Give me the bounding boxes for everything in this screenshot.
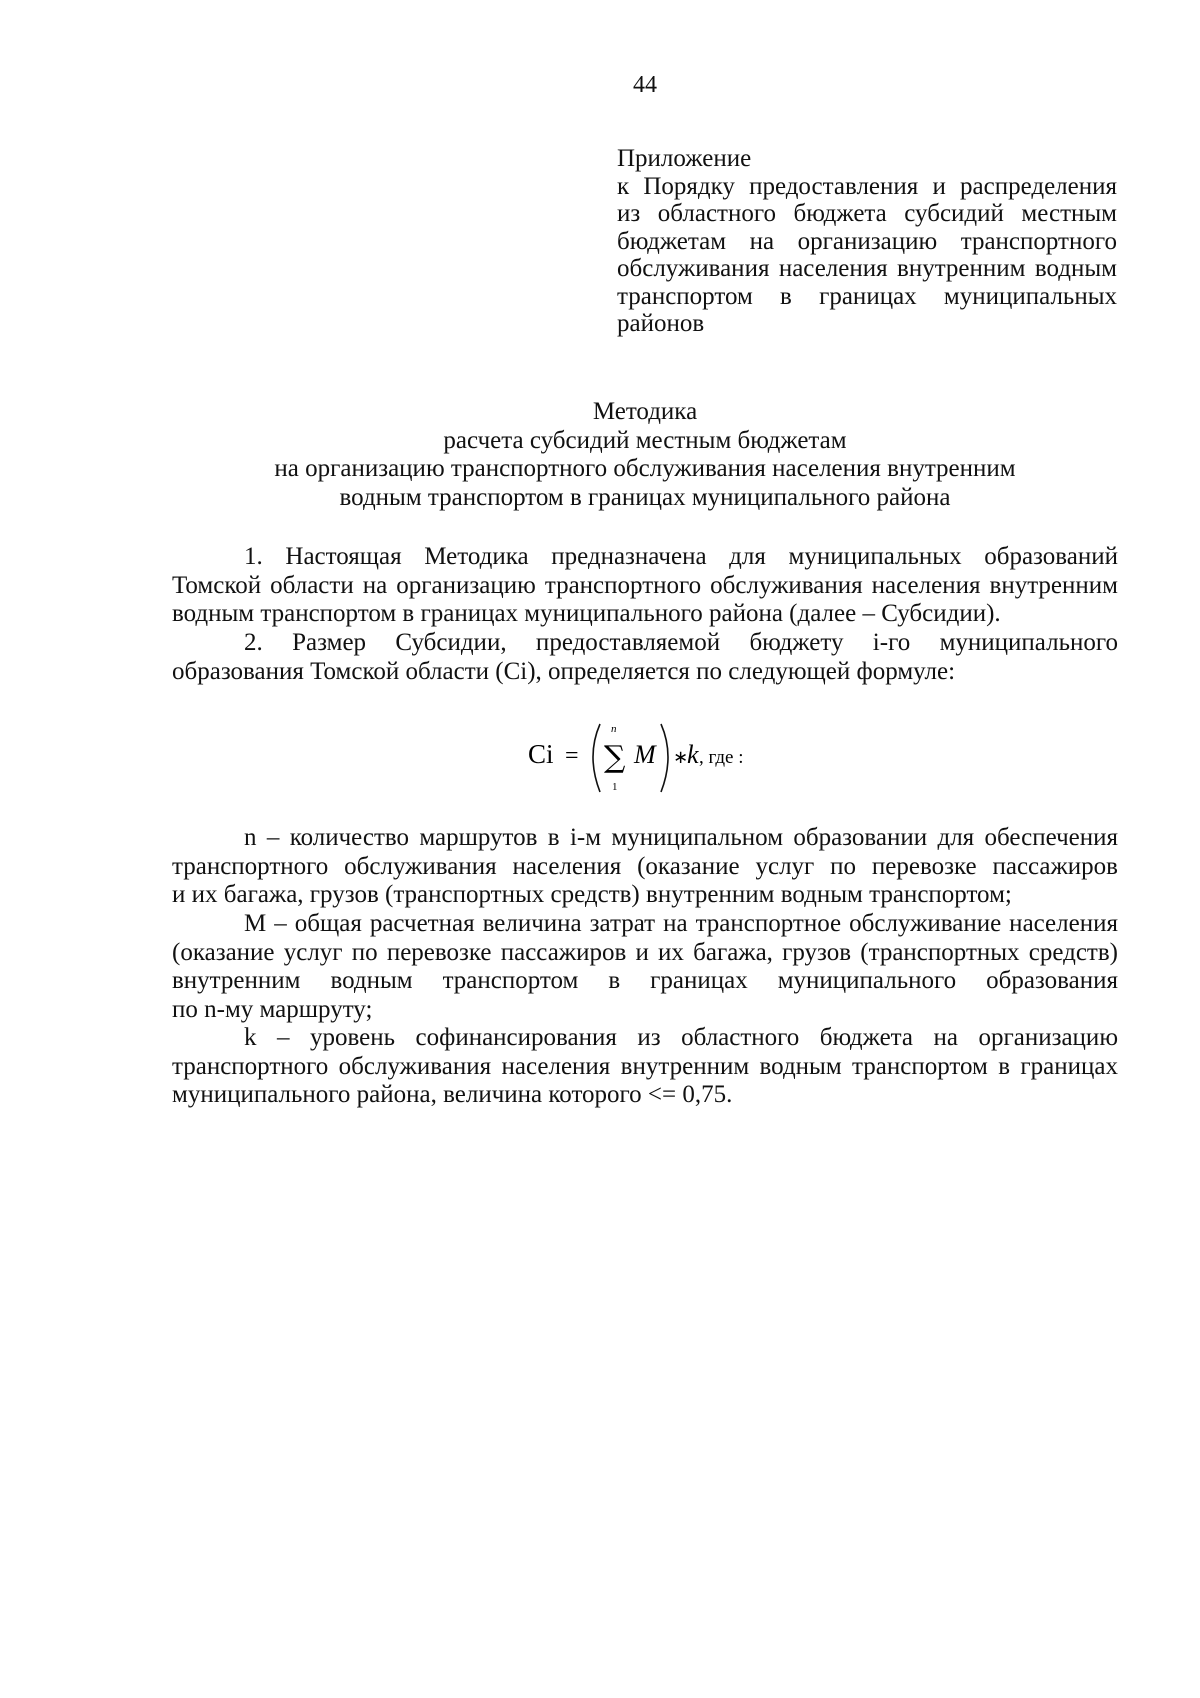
formula-factor: k bbox=[687, 740, 699, 769]
definition-line: транспортного обслуживания населения внутренним водным транспортом в границах bbox=[172, 1052, 1118, 1080]
appendix-line: к Порядку предоставления и распределения bbox=[617, 172, 1117, 200]
definition-line: (оказание услуг по перевозке пассажиров и их багажа, грузов (транспортных средств) bbox=[172, 938, 1118, 966]
paragraph-line: водным транспортом в границах муниципального района (далее – Субсидии). bbox=[172, 600, 1001, 627]
appendix-title: Приложение bbox=[617, 145, 752, 172]
formula-summand: M bbox=[634, 740, 656, 769]
paragraph-line: 2. Размер Субсидии, предоставляемой бюджету i-го муниципального bbox=[244, 629, 1118, 656]
appendix-line: районов bbox=[617, 310, 705, 337]
sum-lower-limit: 1 bbox=[612, 781, 618, 793]
method-title bbox=[172, 398, 1118, 512]
definition-line: транспортного обслуживания населения (оказание услуг по перевозке пассажиров bbox=[172, 852, 1118, 880]
formula-equals: = bbox=[565, 743, 579, 769]
subsidy-formula bbox=[528, 718, 768, 798]
definition-line: n – количество маршрутов в i-м муниципальном образовании для обеспечения bbox=[244, 824, 1118, 851]
paragraph-line: 1. Настоящая Методика предназначена для муниципальных образований bbox=[244, 543, 1118, 570]
method-title-line: водным транспортом в границах муниципального района bbox=[339, 483, 951, 511]
appendix-line: обслуживания населения внутренним водным bbox=[617, 255, 1117, 282]
appendix-line: из областного бюджета субсидий местным bbox=[617, 200, 1117, 227]
definition-line: внутренним водным транспортом в границах муниципального образования bbox=[172, 967, 1118, 994]
definition-m bbox=[172, 910, 1118, 1024]
paragraph-line: Томской области на организацию транспортного обслуживания населения внутренним bbox=[172, 571, 1118, 599]
paragraph-1 bbox=[172, 543, 1118, 629]
definition-k bbox=[172, 1024, 1118, 1110]
appendix-block bbox=[617, 145, 1117, 338]
page-number: 44 bbox=[633, 72, 657, 98]
appendix-line: транспортом в границах муниципальных bbox=[617, 282, 1117, 310]
definition-line: муниципального района, величина которого <= 0,75. bbox=[172, 1081, 733, 1108]
definition-line: k – уровень софинансирования из областного бюджета на организацию bbox=[244, 1024, 1118, 1051]
definition-line: М – общая расчетная величина затрат на транспортное обслуживание населения bbox=[244, 910, 1118, 937]
formula-lhs: Ci bbox=[528, 739, 554, 769]
formula-times: ∗ bbox=[673, 747, 689, 768]
sum-symbol: ∑ bbox=[604, 740, 626, 775]
sum-upper-limit: n bbox=[611, 723, 617, 735]
method-title-line: на организацию транспортного обслуживания населения внутренним bbox=[274, 455, 1016, 482]
left-paren bbox=[593, 724, 600, 792]
paragraph-line: образования Томской области (Ci), определяется по следующей формуле: bbox=[172, 657, 956, 685]
right-paren bbox=[661, 724, 668, 792]
definition-n bbox=[172, 824, 1118, 910]
definition-line: и их багажа, грузов (транспортных средств) внутренним водным транспортом; bbox=[172, 881, 1012, 908]
method-title-heading: Методика bbox=[592, 398, 698, 425]
paragraph-2 bbox=[172, 629, 1118, 686]
appendix-line: бюджетам на организацию транспортного bbox=[617, 227, 1117, 255]
definition-line: по n-му маршруту; bbox=[172, 995, 373, 1023]
formula-suffix: , где : bbox=[699, 747, 744, 768]
method-title-line: расчета субсидий местным бюджетам bbox=[443, 426, 847, 454]
